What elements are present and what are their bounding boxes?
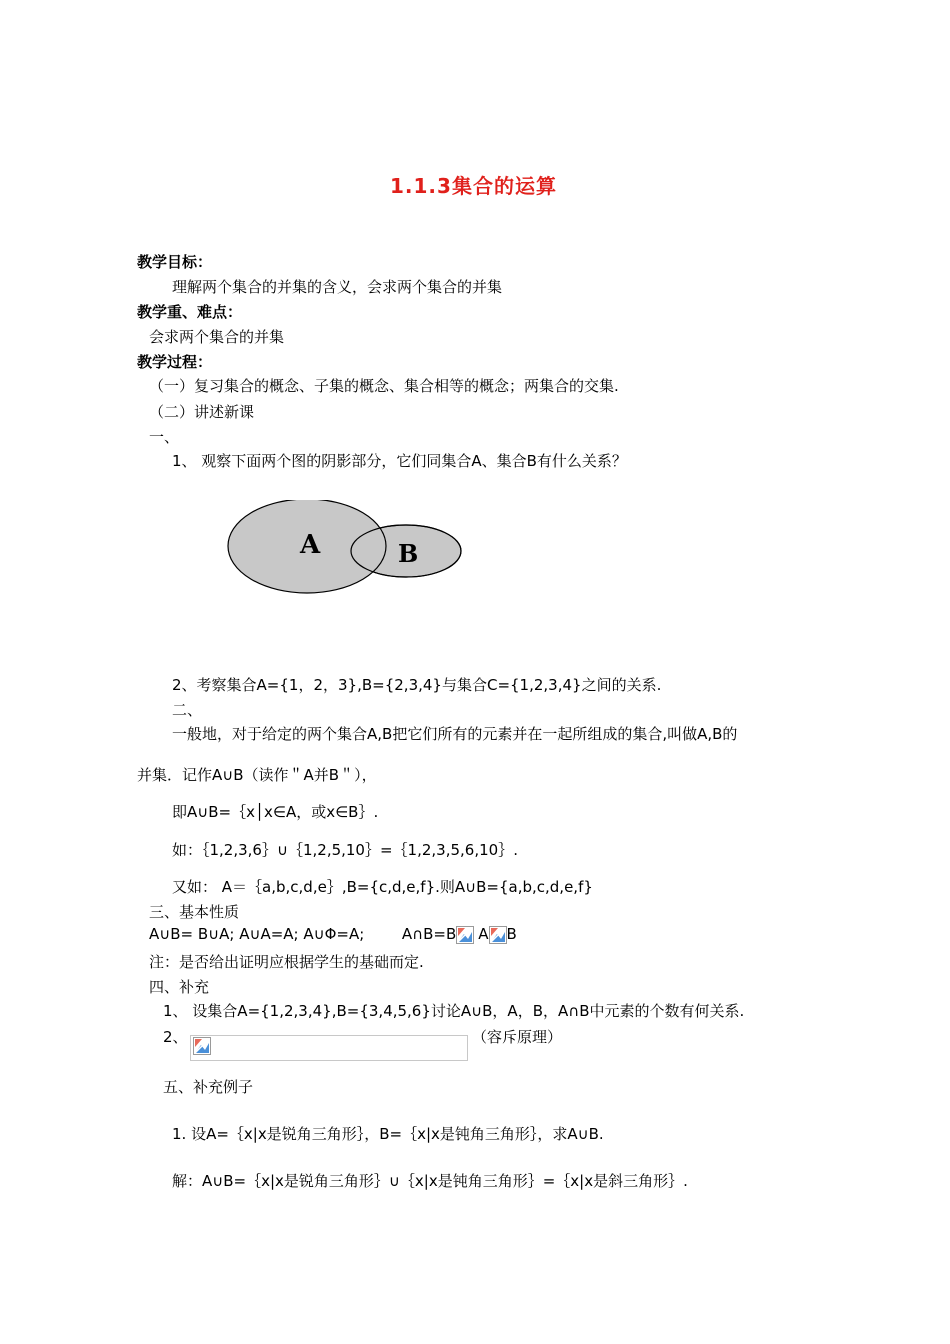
section-5-heading: 五、补充例子 bbox=[163, 1078, 254, 1096]
supplement-2-label: 2、 bbox=[163, 1028, 188, 1046]
example-solution: 解：A∪B=｛x|x是锐角三角形｝∪｛x|x是钝角三角形｝=｛x|x是斜三角形｝. bbox=[172, 1172, 688, 1190]
definition-line-1: 一般地，对于给定的两个集合A,B把它们所有的元素并在一起所组成的集合,叫做A,B的 bbox=[172, 725, 738, 743]
keypoints-text: 会求两个集合的并集 bbox=[149, 328, 285, 346]
properties-set-a: A bbox=[478, 925, 489, 943]
section-2-label: 二、 bbox=[172, 701, 203, 719]
broken-image-icon bbox=[456, 926, 474, 944]
note: 注：是否给出证明应根据学生的基础而定. bbox=[149, 953, 424, 971]
definition-line-3: 即A∪B=｛x│x∈A，或x∈B｝. bbox=[172, 803, 379, 821]
properties-union: A∪B= B∪A; A∪A=A; A∪Φ=A; bbox=[149, 925, 365, 943]
objective-text: 理解两个集合的并集的含义，会求两个集合的并集 bbox=[172, 278, 503, 296]
properties-set-b: B bbox=[506, 925, 517, 943]
process-step-1: （一）复习集合的概念、子集的概念、集合相等的概念；两集合的交集. bbox=[149, 377, 619, 395]
process-heading: 教学过程： bbox=[137, 353, 213, 371]
broken-image-icon bbox=[489, 926, 507, 944]
supplement-1: 1、 设集合A={1,2,3,4},B={3,4,5,6}讨论A∪B，A，B，A∩B中元素的个数有何关系. bbox=[163, 1002, 745, 1020]
objective-heading: 教学目标： bbox=[137, 253, 213, 271]
section-4-heading: 四、补充 bbox=[149, 978, 210, 996]
section-3-heading: 三、基本性质 bbox=[149, 903, 240, 921]
set-a-label: A bbox=[300, 530, 321, 560]
venn-diagram bbox=[224, 500, 474, 600]
definition-line-2: 并集．记作A∪B（读作＂A并B＂）， bbox=[137, 766, 377, 784]
question-2: 2、考察集合A={1，2，3},B={2,3,4}与集合C={1,2,3,4}之间的关系. bbox=[172, 676, 662, 694]
section-1-label: 一、 bbox=[149, 428, 180, 446]
supplement-2-suffix: （容斥原理） bbox=[472, 1028, 563, 1046]
process-step-2: （二）讲述新课 bbox=[149, 403, 255, 421]
example-1: 如：｛1,2,3,6｝∪｛1,2,5,10｝=｛1,2,3,5,6,10｝. bbox=[172, 841, 518, 859]
properties-intersection: A∩B=B bbox=[401, 925, 457, 943]
formula-image-frame bbox=[190, 1035, 468, 1061]
question-1: 1、 观察下面两个图的阴影部分，它们同集合A、集合B有什么关系？ bbox=[172, 452, 627, 470]
page-title: 1.1.3集合的运算 bbox=[390, 174, 557, 198]
broken-image-icon bbox=[193, 1037, 211, 1055]
example-2: 又如： A＝｛a,b,c,d,e｝,B={c,d,e,f}.则A∪B={a,b,c,d,e,f} bbox=[172, 878, 593, 896]
keypoints-heading: 教学重、难点： bbox=[137, 303, 243, 321]
example-question: 1. 设A=｛x|x是锐角三角形｝，B=｛x|x是钝角三角形｝，求A∪B. bbox=[172, 1125, 604, 1143]
set-b-label: B bbox=[398, 539, 419, 568]
basic-properties bbox=[149, 924, 517, 944]
